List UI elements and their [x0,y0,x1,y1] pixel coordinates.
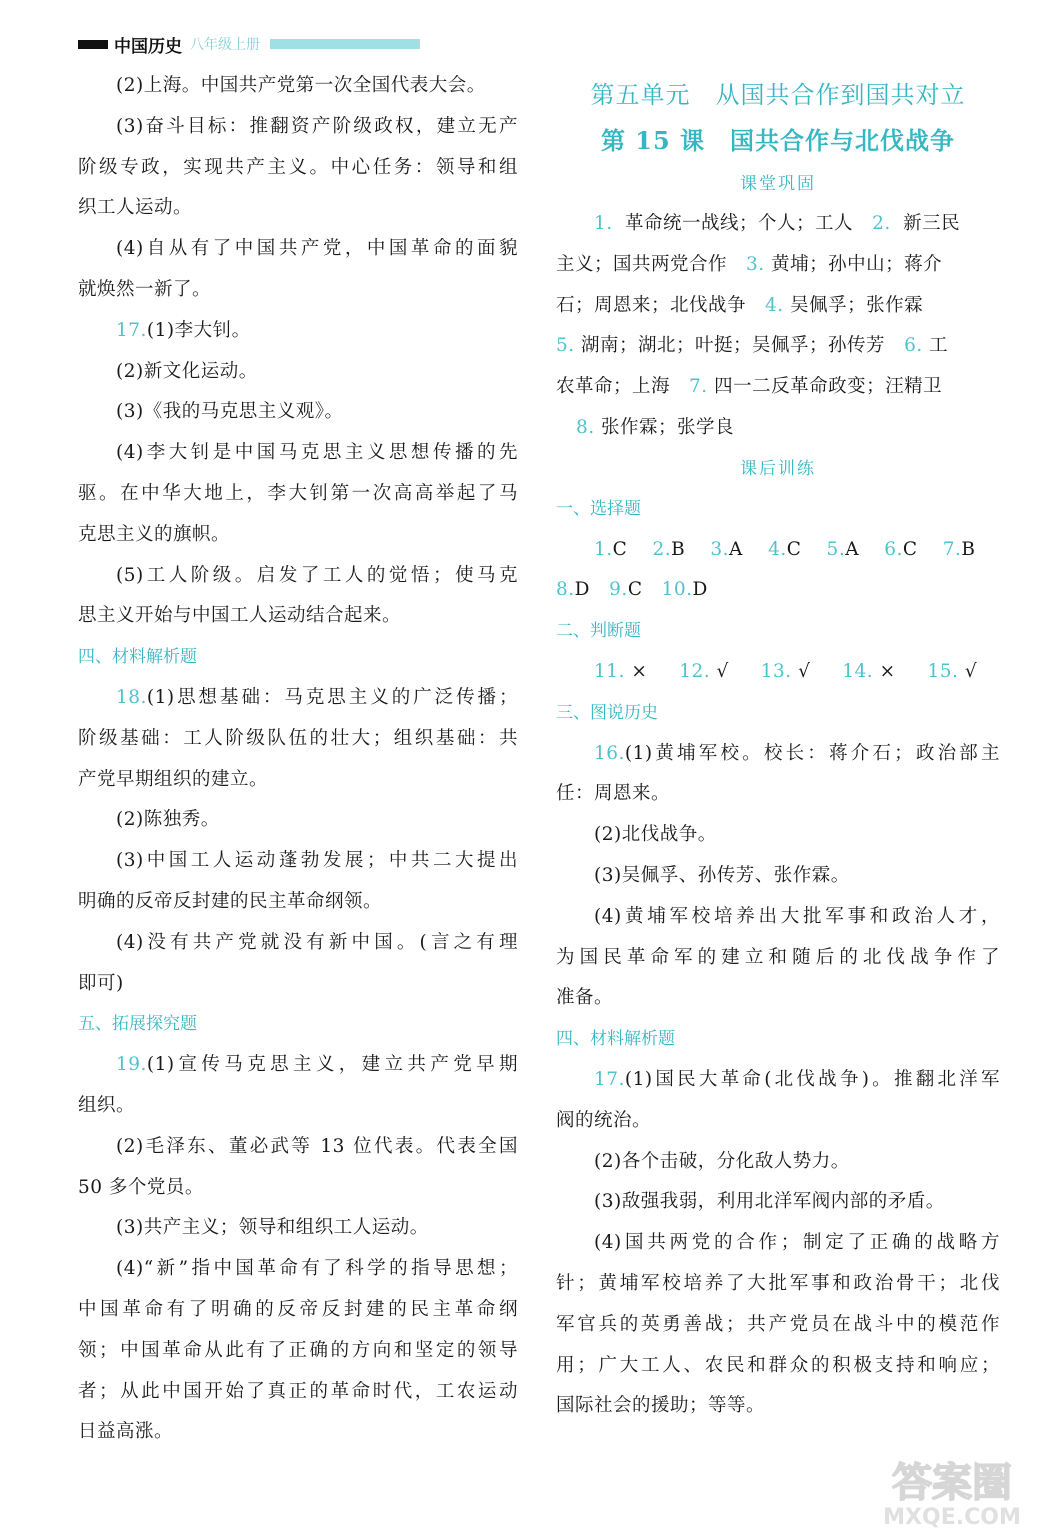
answer-line: (4)自从有了中国共产党，中国革命的面貌 [116,238,518,260]
answer-line: 19.(1)宣传马克思主义，建立共产党早期 [116,1054,518,1076]
answer-line: 主义；国共两党合作 3. 黄埔；孙中山；蒋介 [556,253,943,275]
answer-line: (3)吴佩孚、孙传芳、张作霖。 [594,864,850,886]
answer-line: 日益高涨。 [78,1421,174,1443]
answer-line: 1. 革命统一战线；个人；工人 2. 新三民 [594,213,961,234]
answer-line: 16.(1)黄埔军校。校长：蒋介石；政治部主 [594,742,1000,764]
answer-line: 者；从此中国开始了真正的革命时代，工农运动 [78,1380,518,1402]
subsection-kehou: 课后训练 [740,458,816,479]
answer-line: 农革命；上海 7. 四一二反革命政变；汪精卫 [556,376,943,398]
answer-line: (4)没有共产党就没有新中国。(言之有理 [116,931,518,953]
section-heading: 三、图说历史 [556,702,658,723]
answer-line: 50 多个党员。 [78,1176,204,1198]
lesson-title: 第 15 课 国共合作与北伐战争 [600,126,956,155]
page-header [78,32,420,56]
answer-line: 17.(1)李大钊。 [116,319,251,341]
answer-line: (4)“新”指中国革命有了科学的指导思想； [116,1258,518,1280]
answer-line: 就焕然一新了。 [78,278,212,300]
header-grade: 八年级上册 [190,37,260,53]
answer-line: 军官兵的英勇善战；共产党员在战斗中的模范作 [556,1313,1000,1335]
answer-line: 中国革命有了明确的反帝反封建的民主革命纲 [78,1298,518,1320]
answer-line: 克思主义的旗帜。 [78,523,231,545]
subsection-ketang: 课堂巩固 [740,174,816,194]
answer-line: (2)北伐战争。 [594,824,717,846]
header-stripe [270,39,420,49]
choice-answers-row: 8.D 9.C 10.D [556,579,708,601]
answer-line: (2)各个击破，分化敌人势力。 [594,1150,850,1172]
right-column [556,72,1000,1427]
answer-line: (3)共产主义；领导和组织工人运动。 [116,1217,429,1239]
answer-line: 为国民革命军的建立和随后的北伐战争作了 [556,946,1000,968]
answer-line: 组织。 [78,1094,136,1116]
answer-line: (4)国共两党的合作；制定了正确的战略方 [594,1232,1000,1254]
answer-line: 5. 湖南；湖北；叶挺；吴佩孚；孙传芳 6. 工 [556,335,949,357]
judge-answers-row: 11. × 12. √ 13. √ 14. × 15. √ [594,660,978,682]
answer-line: (3)中国工人运动蓬勃发展；中共二大提出 [116,850,518,872]
answer-line: (4)黄埔军校培养出大批军事和政治人才， [594,905,1000,927]
question-number: 18. [116,686,147,708]
answer-line: 石；周恩来；北伐战争 4. 吴佩孚；张作霖 [556,294,924,316]
answer-line: 驱。在中华大地上，李大钊第一次高高举起了马 [78,482,518,504]
answer-line: 用；广大工人、农民和群众的积极支持和响应； [556,1354,1000,1376]
answer-line: 织工人运动。 [78,197,193,219]
answer-line: (2)毛泽东、董必武等 13 位代表。代表全国 [116,1135,518,1157]
section-heading: 五、拓展探究题 [78,1014,197,1035]
answer-line: 17.(1)国民大革命(北伐战争)。推翻北洋军 [594,1068,1000,1090]
answer-line: 18.(1)思想基础：马克思主义的广泛传播； [116,686,518,708]
watermark-site: MXQE.COM [883,1505,1021,1530]
header-subject: 中国历史 [114,36,182,57]
answer-line: 针；黄埔军校培养了大批军事和政治骨干；北伐 [556,1272,1000,1294]
question-number: 17. [116,319,147,341]
answer-line: 即可) [78,972,124,994]
answer-line: 明确的反帝反封建的民主革命纲领。 [78,890,383,912]
answer-line: (4)李大钊是中国马克思主义思想传播的先 [116,442,518,464]
answer-line: (2)陈独秀。 [116,809,220,831]
answer-line: 思主义开始与中国工人运动结合起来。 [78,605,402,627]
answer-line: 领；中国革命从此有了正确的方向和坚定的领导 [78,1339,518,1361]
header-bar [78,40,108,49]
section-heading: 一、选择题 [556,498,641,519]
answer-line: 8. 张作霖；张学良 [576,416,735,438]
answer-line: (3)敌强我弱，利用北洋军阀内部的矛盾。 [594,1191,945,1213]
answer-line: (3)奋斗目标：推翻资产阶级政权，建立无产 [116,115,518,137]
watermark-text: 答案圈 [892,1460,1012,1506]
section-heading: 四、材料解析题 [78,647,197,668]
watermark-logo [862,1450,1042,1530]
unit-title: 第五单元 从国共合作到国共对立 [590,81,966,109]
section-heading: 四、材料解析题 [556,1029,675,1050]
answer-line: 产党早期组织的建立。 [78,768,269,790]
answer-line: 阀的统治。 [556,1109,652,1131]
answer-line: 准备。 [556,987,614,1009]
choice-answers-row: 1.C 2.B 3.A 4.C 5.A 6.C 7.B [594,538,976,560]
answer-line: 阶级专政，实现共产主义。中心任务：领导和组 [78,156,518,178]
left-column [78,66,518,1453]
answer-line: (5)工人阶级。启发了工人的觉悟；使马克 [116,564,518,586]
answer-line: (3)《我的马克思主义观》。 [116,401,344,423]
answer-line: 任：周恩来。 [556,783,671,805]
answer-line: (2)新文化运动。 [116,360,258,382]
answer-line: (2)上海。中国共产党第一次全国代表大会。 [116,75,486,96]
answer-line: 阶级基础：工人阶级队伍的壮大；组织基础：共 [78,727,518,749]
answer-line: 国际社会的援助；等等。 [556,1395,766,1417]
question-number: 19. [116,1054,147,1076]
section-heading: 二、判断题 [556,621,641,642]
